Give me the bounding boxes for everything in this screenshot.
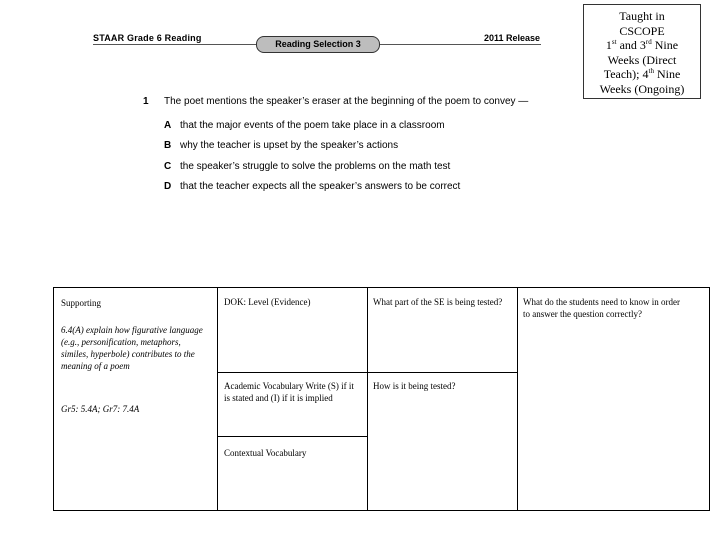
- question-number: 1: [143, 96, 149, 107]
- callout-line-6: Weeks (Ongoing): [599, 81, 685, 96]
- table-divider: [217, 372, 517, 373]
- selection-label: Reading Selection 3: [256, 36, 380, 53]
- option-a-letter: A: [164, 120, 172, 131]
- release-label: 2011 Release: [484, 33, 541, 43]
- option-a-text: that the major events of the poem take place in a classroom: [180, 120, 445, 131]
- related-standards: Gr5: 5.4A; Gr7: 7.4A: [61, 404, 140, 414]
- question-stem: The poet mentions the speaker’s eraser at the beginning of the poem to convey —: [164, 96, 529, 107]
- option-c-letter: C: [164, 161, 172, 172]
- option-d-letter: D: [164, 181, 172, 192]
- callout-line-1: Taught in: [619, 9, 665, 23]
- dok-level: DOK: Level (Evidence): [224, 297, 311, 307]
- option-b-text: why the teacher is upset by the speaker’s actions: [180, 140, 399, 151]
- option-c-text: the speaker’s struggle to solve the problems on the math test: [180, 161, 451, 172]
- academic-vocabulary: Academic Vocabulary Write (S) if it is stated and (I) if it is implied: [224, 381, 354, 403]
- callout-line-2: CSCOPE: [619, 23, 665, 38]
- callout-line-5: Teach); 4th Nine: [603, 67, 681, 81]
- table-divider: [217, 287, 218, 511]
- analysis-table: [53, 287, 710, 511]
- standard-type: Supporting: [61, 298, 102, 308]
- callout-line-3: 1st and 3rd Nine: [605, 38, 679, 52]
- callout-line-4: Weeks (Direct: [607, 52, 677, 67]
- se-part-tested: What part of the SE is being tested?: [373, 297, 503, 307]
- test-title: STAAR Grade 6 Reading: [93, 33, 202, 43]
- option-b-letter: B: [164, 140, 172, 151]
- table-divider: [517, 287, 518, 511]
- contextual-vocabulary: Contextual Vocabulary: [224, 448, 307, 458]
- table-divider: [367, 287, 368, 511]
- standard-text: 6.4(A) explain how figurative language (e.g., personification, metaphors, similes, hyperbole) contributes to the meaning of a poem: [61, 325, 203, 371]
- option-d-text: that the teacher expects all the speaker’s answers to be correct: [180, 181, 461, 192]
- taught-in-callout: [583, 4, 701, 99]
- table-divider: [217, 436, 367, 437]
- students-need-to-know: What do the students need to know in order to answer the question correctly?: [523, 297, 680, 319]
- how-tested: How is it being tested?: [373, 381, 456, 391]
